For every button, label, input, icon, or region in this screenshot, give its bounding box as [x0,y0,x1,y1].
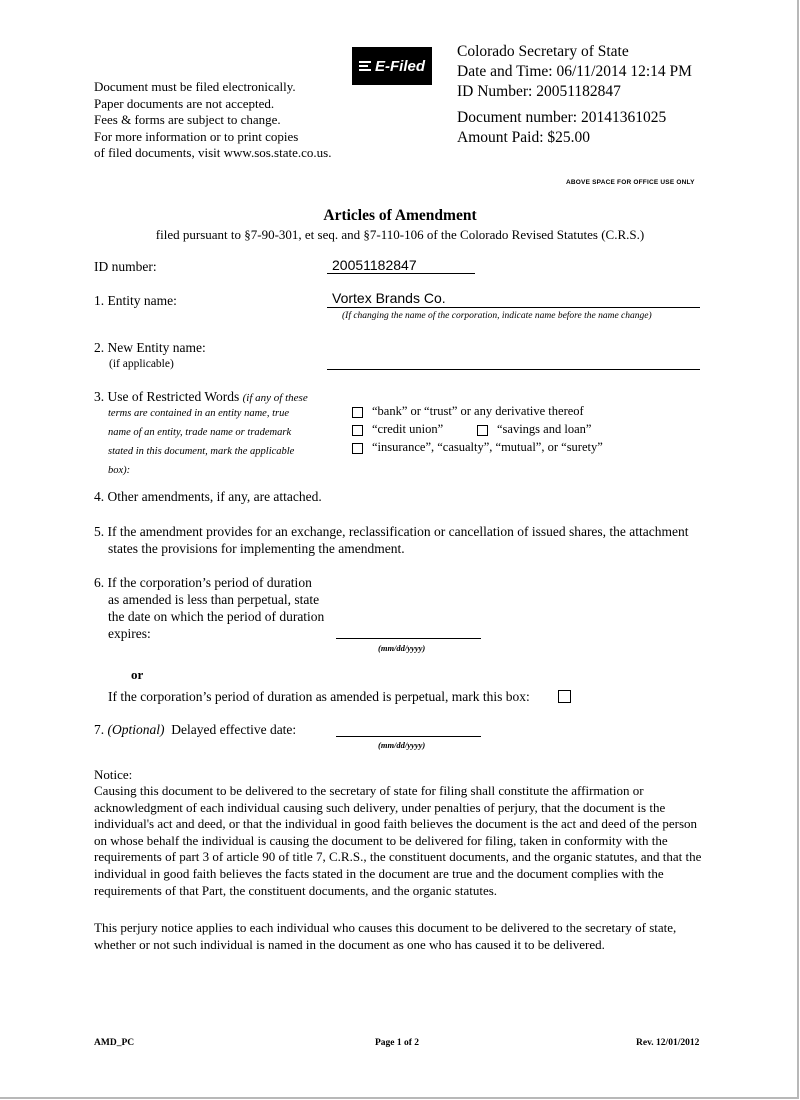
e-filed-label: E-Filed [374,57,425,75]
item-6-line: the date on which the period of duration [108,609,325,624]
notice-heading: Notice: [94,767,133,782]
instruction-line: For more information or to print copies [94,128,299,144]
instr-line: terms are contained in an entity name, true [108,408,289,419]
id-number-label: ID number: [94,259,157,274]
instr-line: box): [108,465,131,476]
item-7-label: Delayed effective date: [171,722,297,737]
item-5-line-2: states the provisions for implementing the amendment. [108,541,405,556]
filing-datetime: Date and Time: 06/11/2014 12:14 PM [457,63,692,80]
office-use-note: ABOVE SPACE FOR OFFICE USE ONLY [566,179,695,186]
instruction-line: Paper documents are not accepted. [94,95,275,111]
instruction-line: Document must be filed electronically. [94,79,296,94]
new-entity-sub: (if applicable) [109,358,174,370]
restricted-words-title: 3. Use of Restricted Words [94,389,240,404]
form-code: AMD_PC [94,1038,135,1048]
filing-id-number: ID Number: 20051182847 [457,83,621,100]
item-7-prefix: 7. [94,722,108,737]
credit-union-label: “credit union” [372,422,444,436]
instruction-line: Fees & forms are subject to change. [94,112,281,127]
item-7-optional: (Optional) [107,722,165,737]
restricted-words-instr: (if any of these [242,392,308,404]
office-name: Colorado Secretary of State [457,43,629,60]
new-entity-name-field[interactable] [327,369,700,370]
form-title: Articles of Amendment [323,207,477,224]
instr-line: stated in this document, mark the applicable [108,446,295,457]
expiration-date-hint: (mm/dd/yyyy) [378,643,426,653]
entity-name-hint: (If changing the name of the corporation, indicate name before the name change) [342,311,652,321]
item-6-line: as amended is less than perpetual, state [108,592,320,607]
new-entity-label: 2. New Entity name: [94,340,206,355]
expiration-date-field[interactable] [336,638,481,639]
id-number-line [327,273,475,274]
e-filed-stamp [352,47,432,85]
document-number: Document number: 20141361025 [457,109,667,126]
filing-receipt [457,42,787,148]
insurance-checkbox[interactable] [352,443,363,454]
page-number: Page 1 of 2 [375,1038,420,1048]
filing-instructions [94,79,394,162]
entity-name-label: 1. Entity name: [94,293,177,308]
revision-date: Rev. 12/01/2012 [636,1038,700,1048]
restricted-words-instructions [108,404,328,480]
item-5-line-1: 5. If the amendment provides for an exchange, reclassification or cancellation of issued shares, the attachment [94,524,689,539]
perpetual-checkbox[interactable] [558,690,571,703]
item-4: 4. Other amendments, if any, are attached. [94,489,322,504]
notice-paragraph-2: This perjury notice applies to each individual who causes this document to be delivered to the secretary of state, whether or not such individual is named in the document as one who has caused it to be delivered. [94,920,677,952]
instruction-line: of filed documents, visit www.sos.state.co.us. [94,145,332,160]
efile-icon [359,61,371,71]
notice-paragraph-1: Causing this document to be delivered to the secretary of state for filing shall constitute the affirmation or acknowledgment of each individual causing such delivery, under penalties of perjury, that the document is the individual's act and deed, or that the individual in good faith believes the document is the act and deed of the person on whose behalf the individual is causing the document to be delivered for filing, taken in conformity with the requirements of part 3 of article 90 of title 7, C.R.S., the constituent documents, and the organic statutes, and that the individual in good faith believes the facts stated in the document are true and the document complies with the requirements of that Part, the constituent documents, and the organic statutes. [94,783,702,898]
item-6 [94,574,344,642]
item-6-line: expires: [108,626,151,641]
credit-union-checkbox[interactable] [352,425,363,436]
entity-name-line [327,307,700,308]
id-number-value[interactable]: 20051182847 [332,257,417,273]
amount-paid: Amount Paid: $25.00 [457,129,591,146]
item-6-line: 6. If the corporation’s period of duration [94,575,312,590]
item-7 [94,722,296,738]
perpetual-label: If the corporation’s period of duration as amended is perpetual, mark this box: [108,689,530,704]
bank-trust-checkbox[interactable] [352,407,363,418]
delayed-date-field[interactable] [336,736,481,737]
savings-loan-label: “savings and loan” [497,422,592,436]
delayed-date-hint: (mm/dd/yyyy) [378,740,426,750]
form-subtitle: filed pursuant to §7-90-301, et seq. and §7-110-106 of the Colorado Revised Statutes (C.R.S.) [155,227,645,242]
entity-name-value[interactable]: Vortex Brands Co. [332,290,446,306]
savings-loan-checkbox[interactable] [477,425,488,436]
or-label: or [131,667,144,682]
restricted-words-label [94,389,308,405]
insurance-label: “insurance”, “casualty”, “mutual”, or “surety” [372,440,603,454]
instr-line: name of an entity, trade name or trademark [108,427,292,438]
bank-trust-label: “bank” or “trust” or any derivative thereof [372,404,584,418]
